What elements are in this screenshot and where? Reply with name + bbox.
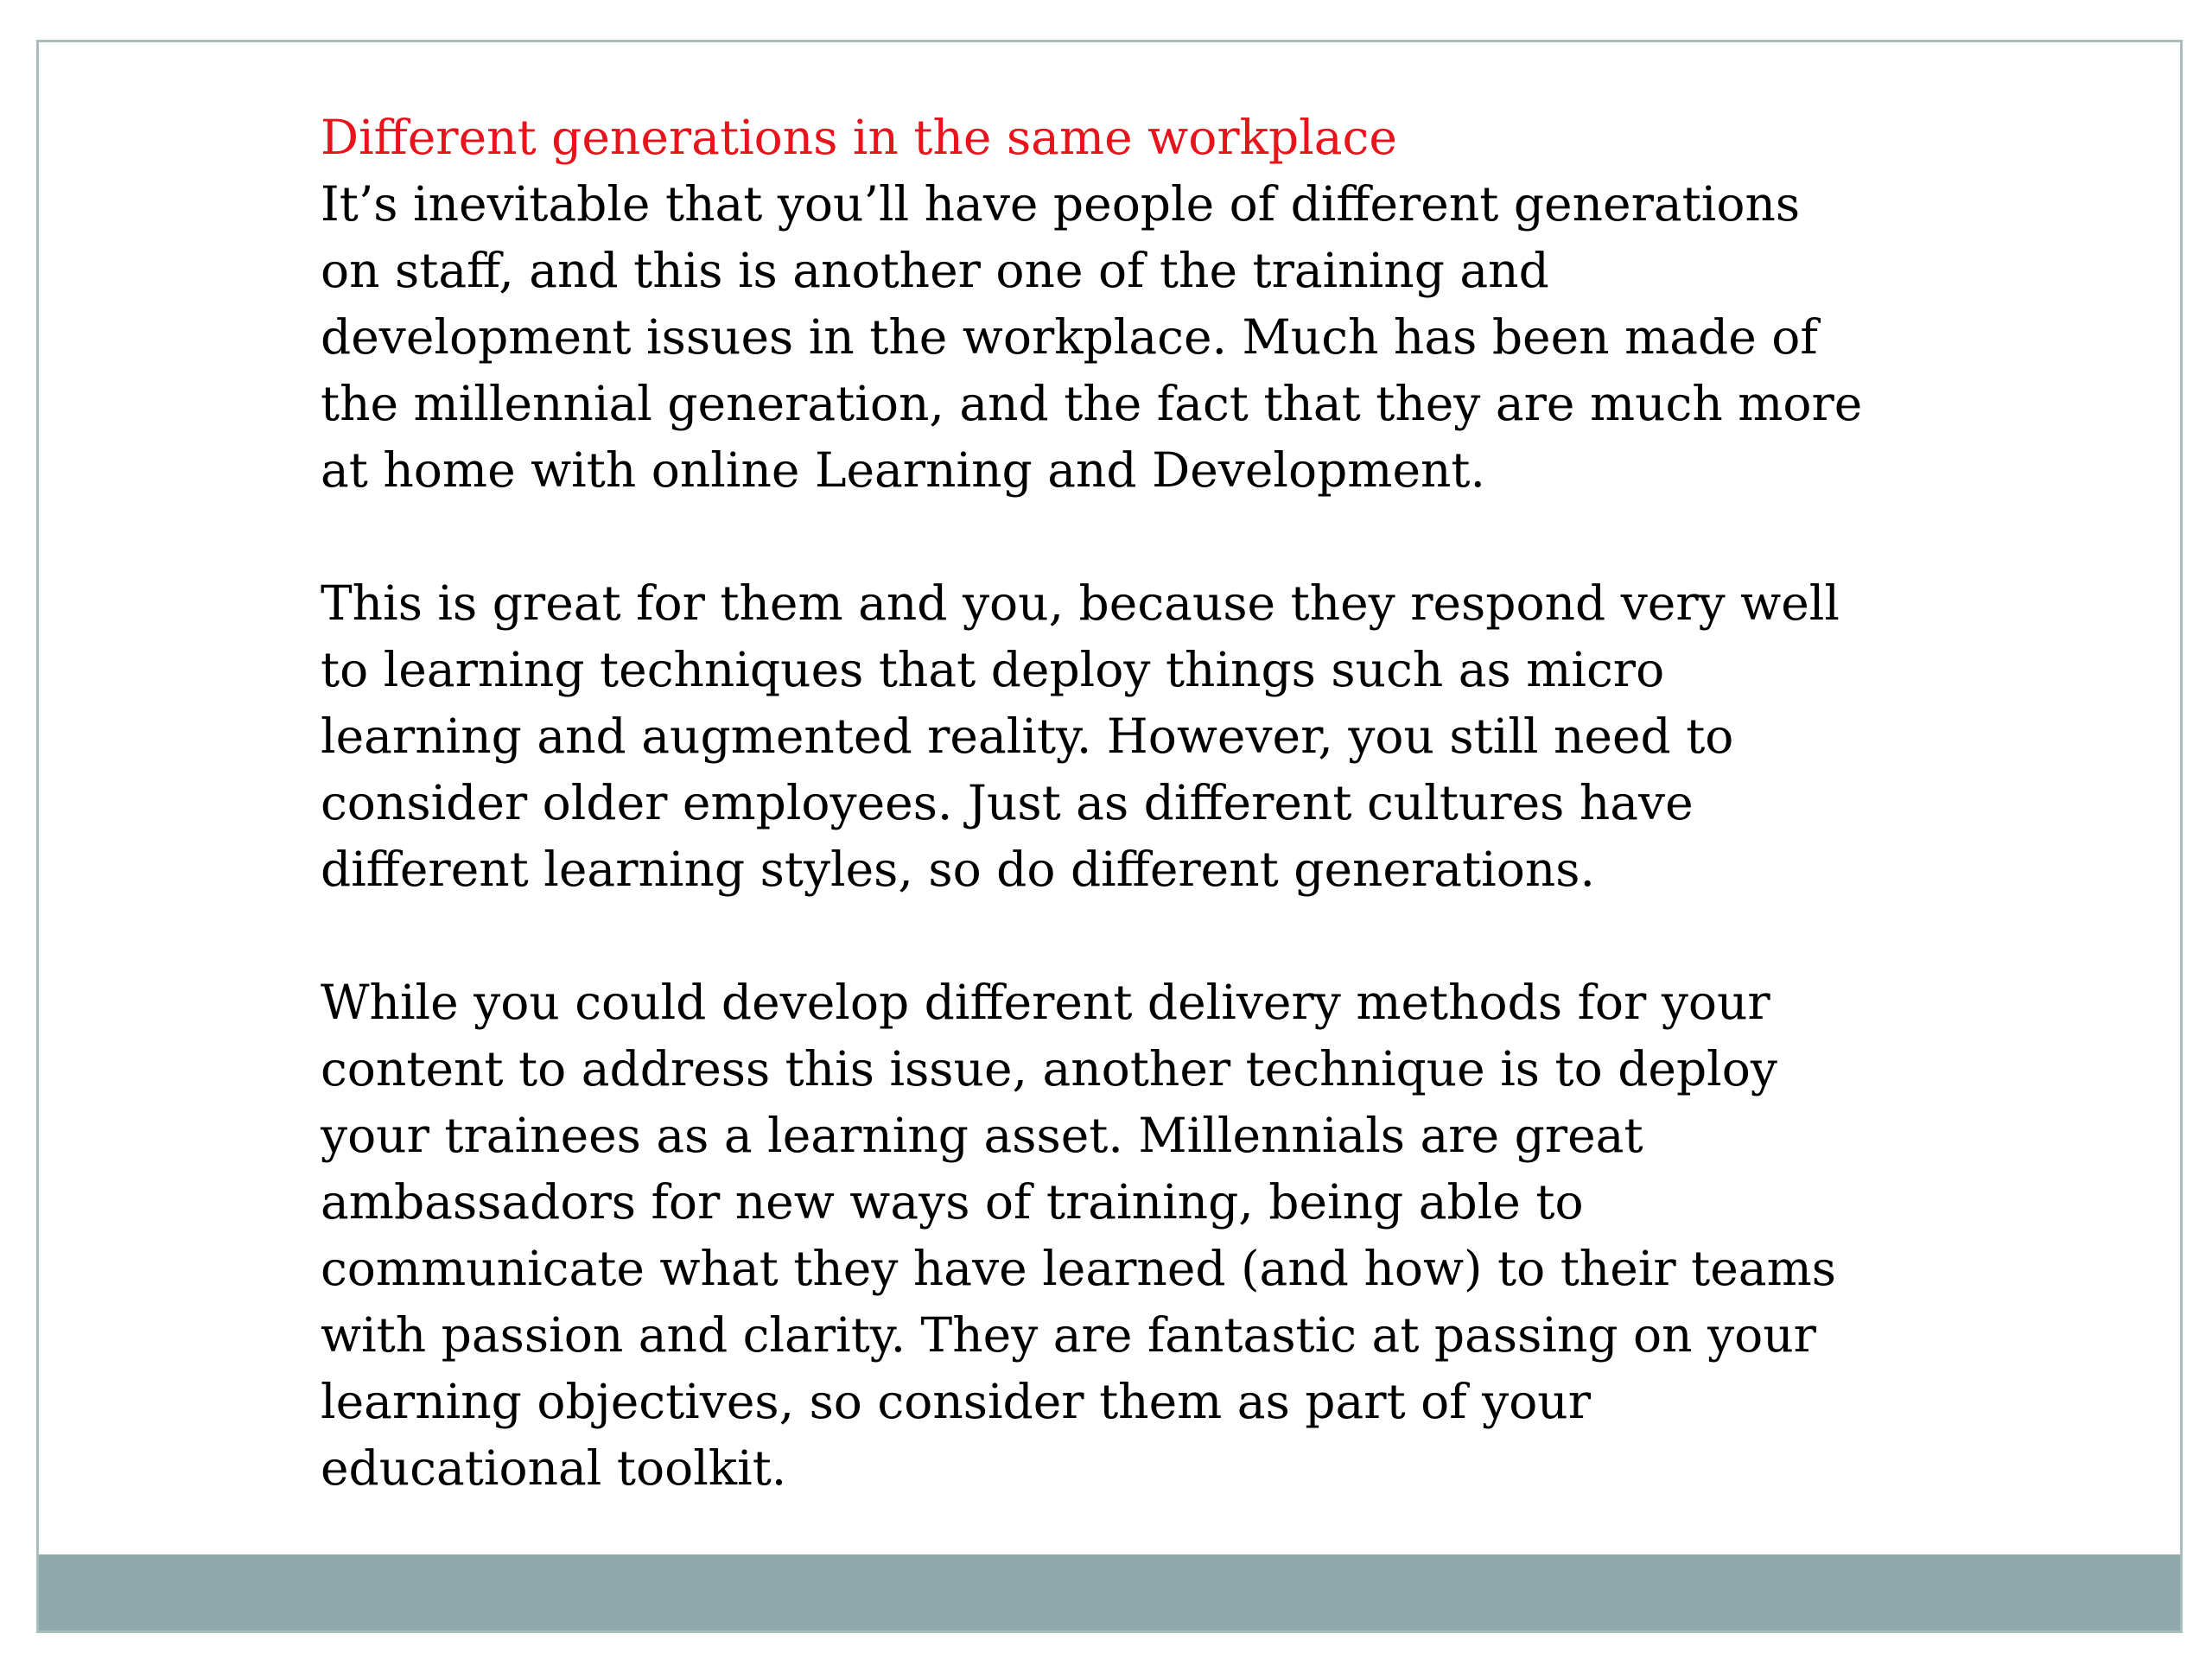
slide-content	[321, 105, 1962, 1502]
footer-bar	[39, 1554, 2180, 1630]
slide	[36, 40, 2183, 1633]
paragraph-generations: It’s inevitable that you’ll have people of different generations on staff, and this is another one of the training and development issues in the workplace. Much has been made of the millennial generation, and the fact that they are much more at home with online Learning and Development.	[321, 176, 1863, 498]
paragraph-learning-techniques: This is great for them and you, because they respond very well to learning techniques that deploy things such as micro learning and augmented reality. However, you still need to consider older employees. Just as different cultures have different learning styles, so do different generations.	[321, 575, 1840, 897]
slide-title: Different generations in the same workplace	[321, 110, 1397, 165]
paragraph-delivery-methods: While you could develop different delivery methods for your content to address this issue, another technique is to deploy your trainees as a learning asset. Millennials are great ambassadors for new ways of training, being able to communicate what they have learned (and how) to their teams with passion and clarity. They are fantastic at passing on your learning objectives, so consider them as part of your educational toolkit.	[321, 975, 1836, 1496]
